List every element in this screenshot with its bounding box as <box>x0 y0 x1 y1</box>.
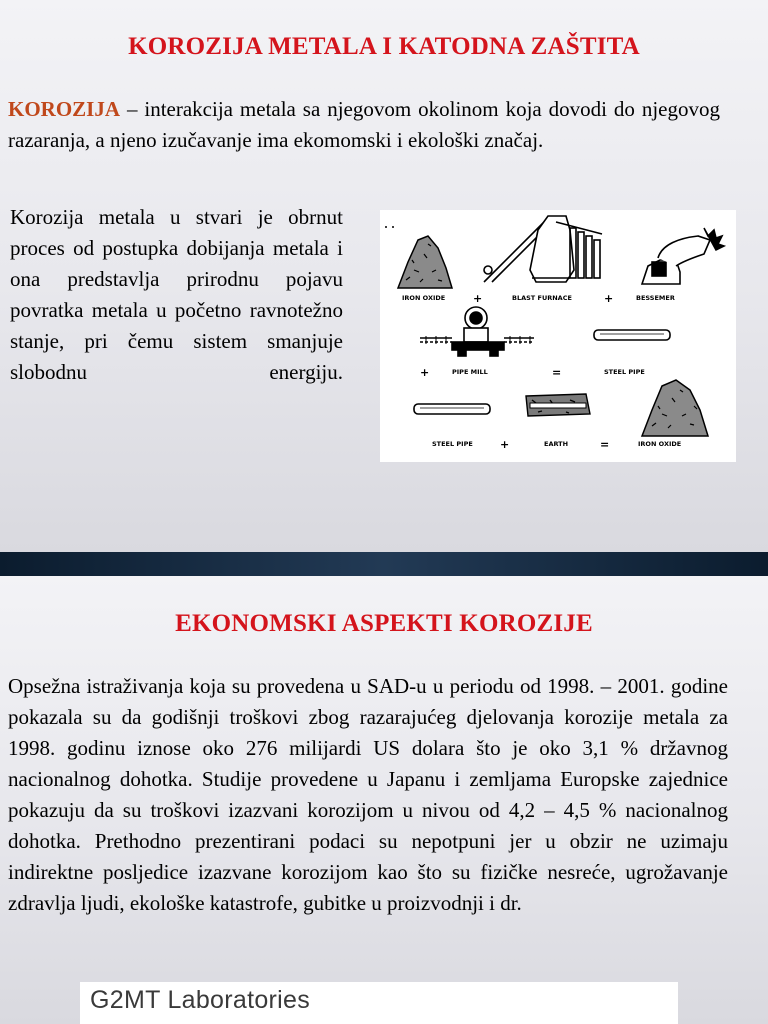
g2mt-watermark <box>80 982 678 1024</box>
iron-oxide-label: IRON OXIDE <box>638 440 682 448</box>
bessemer-converter-icon <box>642 228 724 284</box>
slide-1-title: KOROZIJA METALA I KATODNA ZAŠTITA <box>128 33 640 60</box>
plus-operator: + <box>420 366 430 379</box>
steel-pipe-label: STEEL PIPE <box>604 368 645 376</box>
economic-aspects-paragraph: Opsežna istraživanja koja su provedena u SAD-u u periodu od 1998. – 2001. godine pokazala su da godišnji troškovi zbog razarajućeg djelovanja korozije metala za 1998. godinu iznose oko 276 milijardi US dolara što je oko 3,1 % državnog nacionalnog dohotka. Studije provedene u Japanu i zemljama Europske zajednice pokazuju da su troškovi izazvani korozijom u nivou od 4,2 – 4,5 % nacionalnog dohotka. Prethodno prezentirani podaci su nepotpuni jer u obzir ne uzimaju indirektne posljedice izazvane korozijom kao što su fizičke nesreće, ugrožavanje zdravlja ljudi, ekološke katastrofe, gubitke u proizvodnji i dr. <box>8 674 728 915</box>
bessemer-label: BESSEMER <box>636 294 675 302</box>
slide-2 <box>0 576 768 1024</box>
corrosion-cycle-illustration <box>380 210 736 462</box>
iron-oxide-pile-icon <box>642 380 708 436</box>
pipe-mill-label: PIPE MILL <box>452 368 488 376</box>
steel-pipe-icon <box>414 404 490 414</box>
definition-keyword: KOROZIJA <box>8 97 121 121</box>
slide-divider <box>0 552 768 576</box>
equals-operator: = <box>600 438 610 451</box>
plus-operator: + <box>604 292 614 305</box>
definition-text: – interakcija metala sa njegovom okolinom koja dovodi do njegovog razaranja, a njeno izučavanje ima ekomomski i ekološki značaj. <box>8 97 720 152</box>
equals-operator: = <box>552 366 562 379</box>
corrosion-cycle-diagram <box>380 210 736 462</box>
iron-oxide-label: IRON OXIDE <box>402 294 446 302</box>
earth-icon <box>526 394 590 416</box>
steel-pipe-label: STEEL PIPE <box>432 440 473 448</box>
plus-operator: + <box>473 292 483 305</box>
blast-furnace-icon <box>484 216 602 282</box>
plus-operator: + <box>500 438 510 451</box>
g2mt-watermark-text: G2MT Laboratories <box>90 986 311 1014</box>
blast-furnace-label: BLAST FURNACE <box>512 294 572 302</box>
iron-oxide-pile-icon <box>398 236 452 288</box>
slide-2-title: EKONOMSKI ASPEKTI KOROZIJE <box>175 610 593 637</box>
earth-label: EARTH <box>544 440 569 448</box>
definition-paragraph <box>8 94 720 156</box>
pipe-mill-icon <box>420 307 534 356</box>
steel-pipe-icon <box>594 330 670 340</box>
process-paragraph: Korozija metala u stvari je obrnut proces od postupka dobijanja metala i ona predstavlja prirodnu pojavu povratka metala u početno ravnotežno stanje, pri čemu sistem smanjuje slobodnu energiju. <box>10 205 343 384</box>
